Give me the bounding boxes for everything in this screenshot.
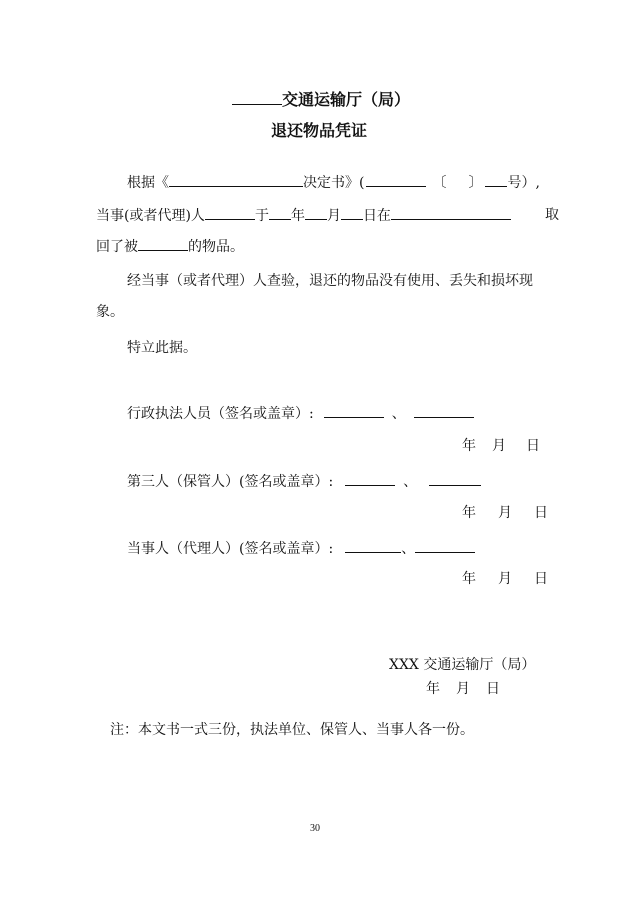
title-blank <box>232 89 282 105</box>
document-title-line2: 退还物品凭证 <box>271 121 368 140</box>
paragraph-4-line1: 经当事（或者代理）人查验，退还的物品没有使用、丢失和损坏现 <box>127 273 533 289</box>
custodian-sign-blank-2 <box>429 471 481 486</box>
issuer-name: XXX 交通运输厅（局） <box>389 657 536 673</box>
party-sign-blank-2 <box>415 538 475 553</box>
paragraph-4-line2: 象。 <box>96 304 124 320</box>
item-owner-blank <box>138 236 188 251</box>
paragraph-3: 回了被 的物品。 <box>96 236 244 257</box>
custodian-sign-blank-1 <box>345 471 395 486</box>
title-text: 交通运输厅（局） <box>282 90 411 109</box>
decision-number-blank <box>485 172 507 187</box>
signature-custodian-date: 年 月 日 <box>462 505 548 521</box>
paragraph-5: 特立此据。 <box>127 340 197 356</box>
signature-officer: 行政执法人员（签名或盖章）: 、 <box>127 403 474 424</box>
signature-party-date: 年 月 日 <box>462 571 548 587</box>
signature-custodian: 第三人（保管人）(签名或盖章）: 、 <box>127 471 481 492</box>
paragraph-2: 当事(或者代理)人 于 年 月 日在 <box>96 205 511 226</box>
decision-code-blank <box>366 172 426 187</box>
paragraph-1: 根据《 决定书》( 〔 〕 号）, <box>127 172 540 193</box>
place-blank <box>391 205 511 220</box>
party-sign-blank-1 <box>345 538 401 553</box>
page-number: 30 <box>310 823 320 834</box>
signature-officer-date: 年 月 日 <box>462 438 540 454</box>
signature-party: 当事人（代理人）(签名或盖章）: 、 <box>127 538 475 559</box>
document-title-line1 <box>232 87 410 110</box>
paragraph-2-end: 取 <box>545 207 559 223</box>
officer-sign-blank-1 <box>324 403 384 418</box>
party-name-blank <box>205 205 255 220</box>
issuer-date: 年 月 日 <box>426 681 500 697</box>
officer-sign-blank-2 <box>414 403 474 418</box>
footnote: 注：本文书一式三份，执法单位、保管人、当事人各一份。 <box>110 722 474 738</box>
decision-name-blank <box>169 172 303 187</box>
